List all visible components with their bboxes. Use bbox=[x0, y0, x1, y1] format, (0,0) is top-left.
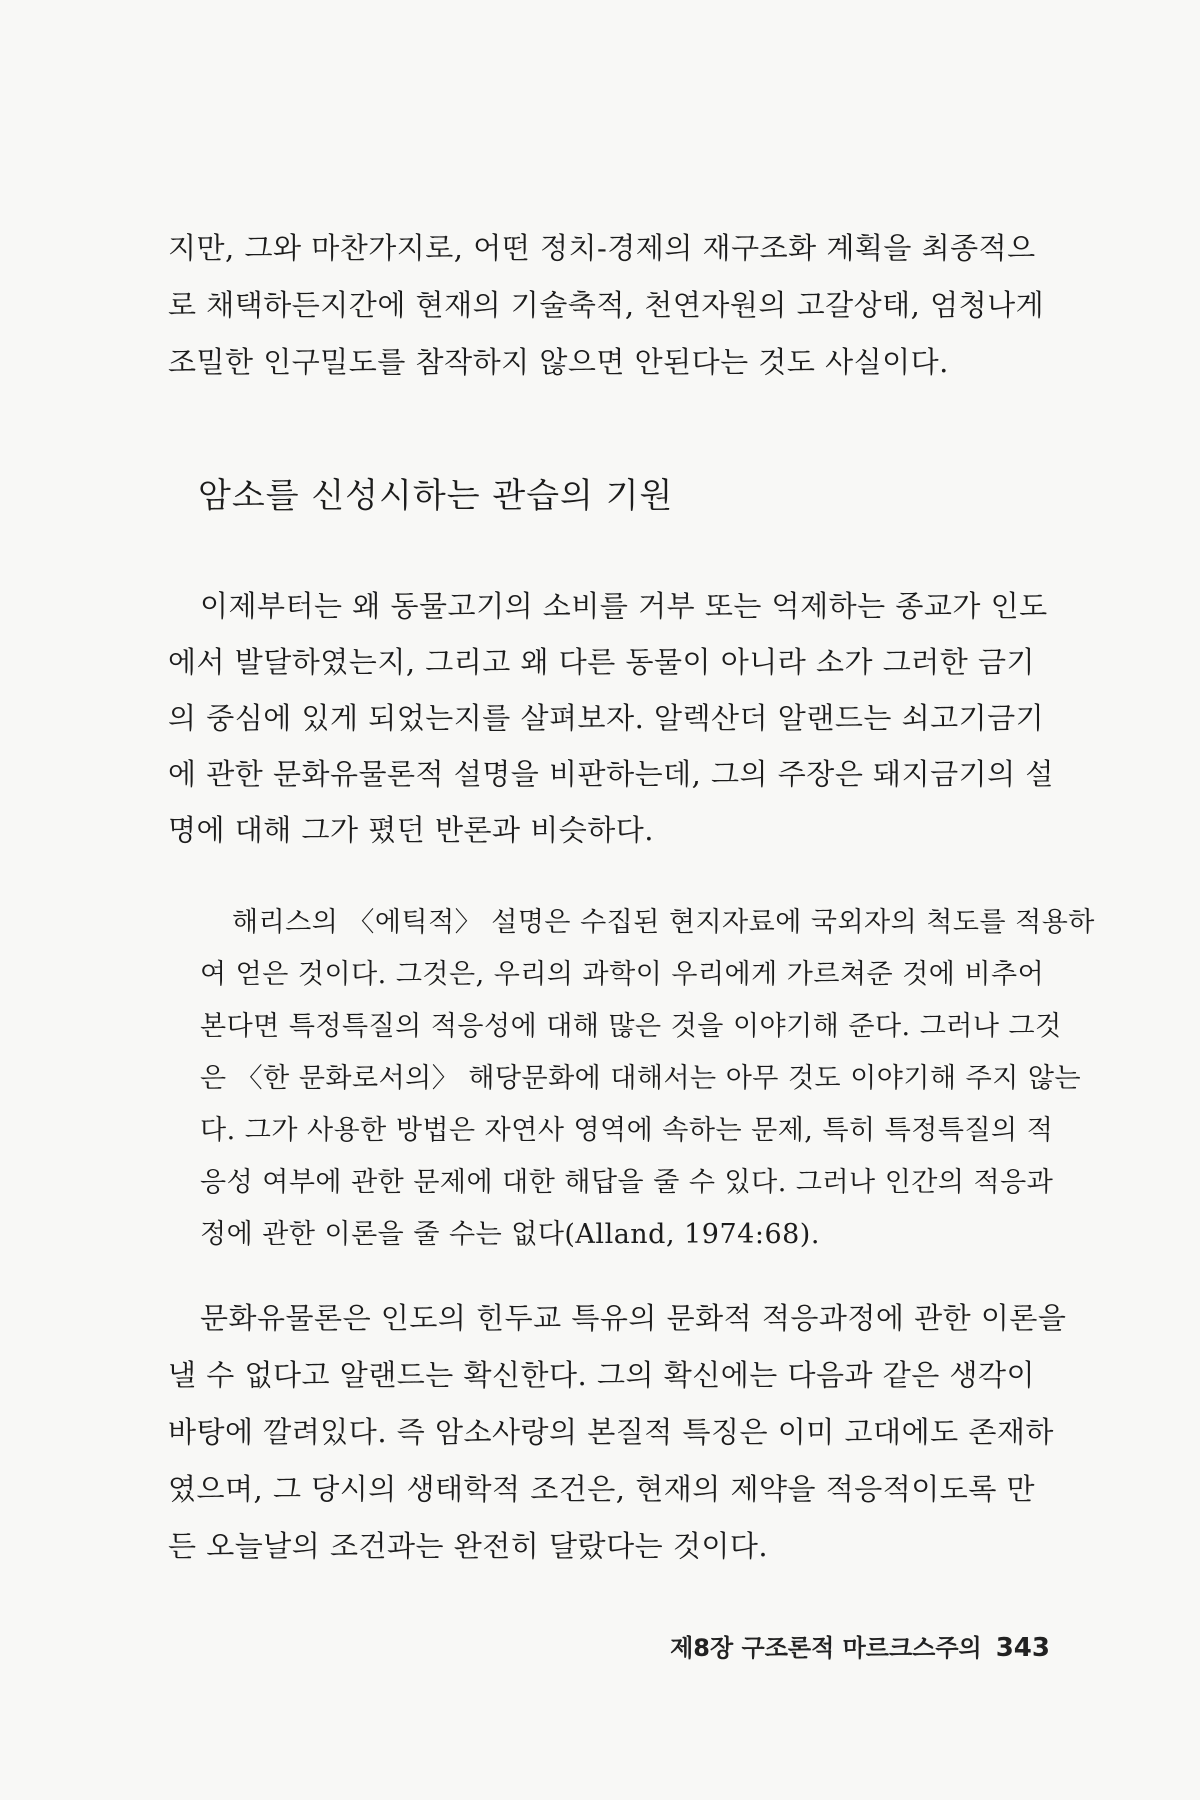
text-line: 지만, 그와 마찬가지로, 어떤 정치-경제의 재구조화 계획을 최종적으 bbox=[168, 231, 1036, 265]
quote-line: 다. 그가 사용한 방법은 자연사 영역에 속하는 문제, 특히 특정특질의 적 bbox=[200, 1115, 1054, 1146]
text-line: 바탕에 깔려있다. 즉 암소사랑의 본질적 특징은 이미 고대에도 존재하 bbox=[168, 1415, 1054, 1449]
text-line: 조밀한 인구밀도를 참작하지 않으면 안된다는 것도 사실이다. bbox=[168, 345, 949, 379]
quote-line: 응성 여부에 관한 문제에 대한 해답을 줄 수 있다. 그러나 인간의 적응과 bbox=[200, 1167, 1054, 1198]
text-line: 였으며, 그 당시의 생태학적 조건은, 현재의 제약을 적응적이도록 만 bbox=[168, 1472, 1036, 1506]
text-line: 로 채택하든지간에 현재의 기술축적, 천연자원의 고갈상태, 엄청나게 bbox=[168, 288, 1045, 322]
page-number: 343 bbox=[995, 1633, 1050, 1663]
text-line: 든 오늘날의 조건과는 완전히 달랐다는 것이다. bbox=[168, 1529, 769, 1563]
text-line: 문화유물론은 인도의 힌두교 특유의 문화적 적응과정에 관한 이론을 bbox=[200, 1301, 1067, 1335]
chapter-title: 제8장 구조론적 마르크스주의 bbox=[670, 1634, 982, 1662]
text-line: 낼 수 없다고 알랜드는 확신한다. 그의 확신에는 다음과 같은 생각이 bbox=[168, 1358, 1036, 1392]
quote-line: 정에 관한 이론을 줄 수는 없다(Alland, 1974:68). bbox=[200, 1219, 820, 1250]
quote-line: 해리스의 〈에틱적〉 설명은 수집된 현지자료에 국외자의 척도를 적용하 bbox=[232, 907, 1095, 938]
text-line: 이제부터는 왜 동물고기의 소비를 거부 또는 억제하는 종교가 인도 bbox=[200, 589, 1048, 623]
quote-line: 본다면 특정특질의 적응성에 대해 많은 것을 이야기해 준다. 그러나 그것 bbox=[200, 1011, 1062, 1042]
text-line: 에 관한 문화유물론적 설명을 비판하는데, 그의 주장은 돼지금기의 설 bbox=[168, 757, 1054, 791]
section-heading: 암소를 신성시하는 관습의 기원 bbox=[198, 476, 674, 516]
page-footer bbox=[670, 1628, 1050, 1663]
quote-line: 여 얻은 것이다. 그것은, 우리의 과학이 우리에게 가르쳐준 것에 비추어 bbox=[200, 959, 1045, 990]
text-line: 에서 발달하였는지, 그리고 왜 다른 동물이 아니라 소가 그러한 금기 bbox=[168, 645, 1036, 679]
text-line: 의 중심에 있게 되었는지를 살펴보자. 알렉산더 알랜드는 쇠고기금기 bbox=[168, 701, 1045, 735]
quote-line: 은 〈한 문화로서의〉 해당문화에 대해서는 아무 것도 이야기해 주지 않는 bbox=[200, 1063, 1082, 1094]
text-line: 명에 대해 그가 폈던 반론과 비슷하다. bbox=[168, 813, 655, 847]
